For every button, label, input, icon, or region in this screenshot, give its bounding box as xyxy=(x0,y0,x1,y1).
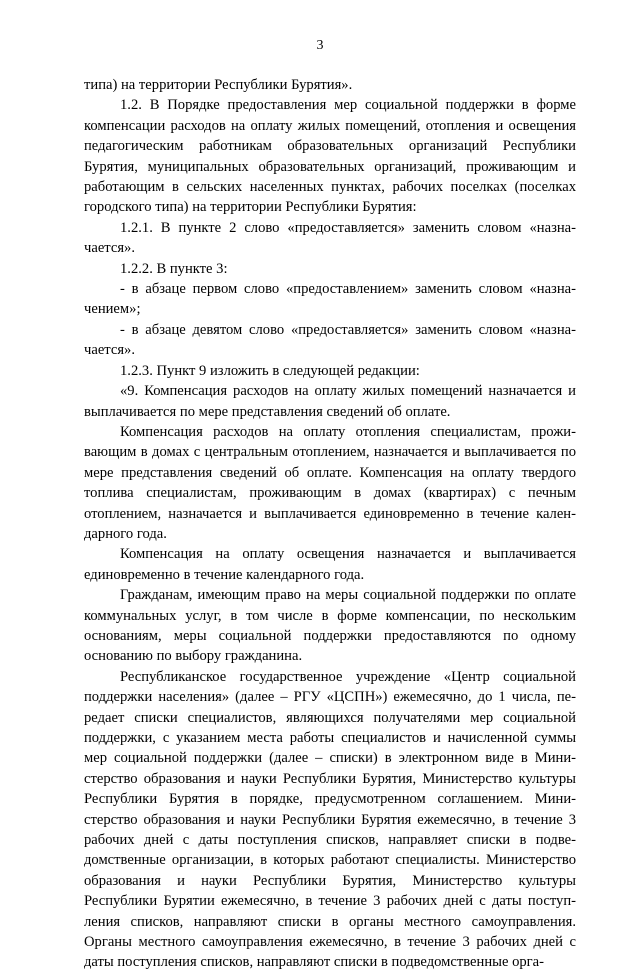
paragraph-dash-first: - в абзаце первом слово «предоставлением» заменить словом «назначением»; xyxy=(84,281,576,318)
paragraph-point-9: «9. Компенсация расходов на оплату жилых помещений назначается и выплачивается по мере представления сведений об оплате. xyxy=(84,383,576,420)
paragraph-1-2-1: 1.2.1. В пункте 2 слово «предоставляется» заменить словом «назначается». xyxy=(84,219,576,257)
paragraph-1-2-3: 1.2.3. Пункт 9 изложить в следующей редакции: xyxy=(120,362,420,379)
paragraph-continuation: типа) на территории Республики Бурятия». xyxy=(84,77,353,93)
paragraph-1-2-2: 1.2.2. В пункте 3: xyxy=(120,260,228,277)
paragraph-center: Республиканское государственное учреждение «Центр социальной поддержки населения» (далее – РГУ «ЦСПН») ежемесячно, до 1 числа, передает списки специалистов, являющихся получателями мер социальной поддержки, с указанием места работы специалистов и начисленной суммы мер социальной поддержки (далее – списки) в электронном виде в Министерство образования и науки Республики Бурятия, Министерство культуры Республики Бурятия в порядке, предусмотренном соглашением. Министерство образования и науки Республики Бурятия ежемесячно, в течение 3 рабочих дней с даты поступления списков, направляет списки в подведомственные организации, в которых работают специалисты. Министерство образования и науки Республики Бурятия, Министерство культуры Республики Бурятии ежемесячно, в течение 3 рабочих дней с даты поступления списков, направляют списки в органы местного самоуправления. Органы местного самоуправления ежемесячно, в течение 3 рабочих дней с даты поступления списков, направляют списки в подведомственные орга- xyxy=(84,668,576,971)
paragraph-dash-ninth: - в абзаце девятом слово «предоставляется» заменить словом «назначается». xyxy=(84,321,576,359)
page-number: 3 xyxy=(316,38,324,53)
body-text xyxy=(84,75,576,973)
paragraph-heating: Компенсация расходов на оплату отопления специалистам, проживающим в домах с центральным отоплением, назначается и выплачивается по мере представления сведений об оплате. Компенсация на оплату твердого топлива специалистам, проживающим в домах (квартирах) с печным отоплением, назначается и выплачивается единовременно в течение календарного года. xyxy=(84,423,576,542)
paragraph-citizens: Гражданам, имеющим право на меры социальной поддержки по оплате коммунальных услуг, в том числе в форме компенсации, по нескольким основаниям, меры социальной поддержки предоставляются по одному основанию по выбору гражданина. xyxy=(84,587,576,665)
paragraph-lighting: Компенсация на оплату освещения назначается и выплачивается единовременно в течение календарного года. xyxy=(84,546,576,583)
paragraph-1-2: 1.2. В Порядке предоставления мер социальной поддержки в форме компенсации расходов на оплату жилых помещений, отопления и освещения педагогическим работникам образовательных организаций Республики Бурятия, муниципальных образовательных организаций, проживающим и работающим в сельских населенных пунктах, рабочих поселках (поселках городского типа) на территории Республики Бурятия: xyxy=(84,97,576,216)
